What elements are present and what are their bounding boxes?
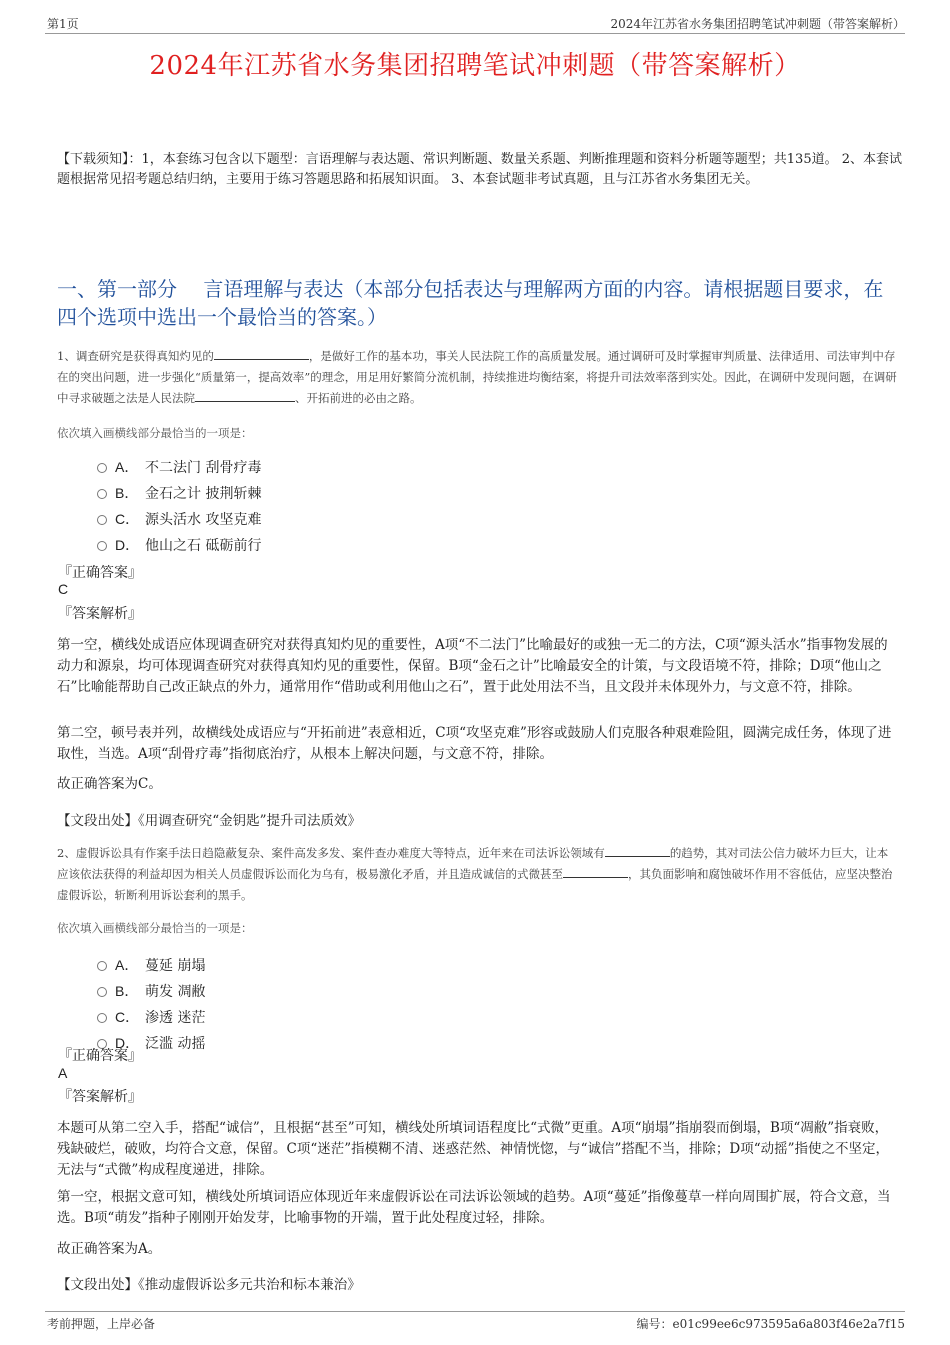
option-text: 他山之石 砥砺前行 <box>145 538 262 554</box>
blank-line <box>214 346 309 360</box>
page-number: 第1页 <box>47 17 79 31</box>
question-2-part3: ，其负面影响和腐蚀破坏作用不容低估，应坚决整治虚假诉讼，斩断利用诉讼套利的黑手。 <box>57 867 893 902</box>
question-2-part2: 的趋势，其对司法公信力破坏力巨大，让本应该依法获得的利益却因为相关人员虚假诉讼而化为乌有，极易激化矛盾，并且造成诚信的式微甚至 <box>57 846 889 881</box>
download-notice: 【下载须知】：1，本套练习包含以下题型：言语理解与表达题、常识判断题、数量关系题、判断推理题和资料分析题等题型；共135道。 2、本套试题根据常见招考题总结归纳，主要用于练习答题思路和拓展知识面。 3、本套试题非考试真题，且与江苏省水务集团无关。 <box>57 152 902 187</box>
question-1-part3: 、开拓前进的必由之路。 <box>295 391 422 405</box>
passage-source: 【文段出处】《用调查研究“金钥匙”提升司法质效》 <box>57 813 362 829</box>
option-text: 蔓延 崩塌 <box>145 958 206 974</box>
option-letter: B． <box>115 485 139 501</box>
option-letter: D． <box>115 537 140 553</box>
blank-line <box>563 864 628 878</box>
question-1-option-c[interactable] <box>97 509 261 529</box>
option-text: 萌发 凋敝 <box>145 984 206 1000</box>
radio-icon[interactable] <box>97 489 107 499</box>
option-letter: A． <box>115 459 139 475</box>
radio-icon[interactable] <box>97 1013 107 1023</box>
option-letter: B． <box>115 983 139 999</box>
question-1-option-b[interactable] <box>97 483 261 503</box>
question-2-part1: 2、虚假诉讼具有作案手法日趋隐蔽复杂、案件高发多发、案件查办难度大等特点，近年来在司法诉讼领域有 <box>57 846 605 860</box>
passage-source: 【文段出处】《推动虚假诉讼多元共治和标本兼治》 <box>57 1277 361 1293</box>
option-letter: C． <box>115 511 140 527</box>
option-letter: A． <box>115 957 139 973</box>
question-1-part2: ，是做好工作的基本功，事关人民法院工作的高质量发展。通过调研可及时掌握审判质量、法律适用、司法审判中存在的突出问题，进一步强化“质量第一，提高效率”的理念，用足用好繁简分流机制，持续推进均衡结案，将提升司法效率落到实处。因此，在调研中发现问题，在调研中寻求破题之法是人民法院 <box>57 349 897 405</box>
conclusion: 故正确答案为C。 <box>57 776 162 792</box>
answer-value: A <box>58 1065 68 1081</box>
question-1-option-a[interactable] <box>97 457 261 477</box>
option-text: 泛滥 动摇 <box>145 1036 206 1052</box>
question-2-option-b[interactable] <box>97 981 205 1001</box>
analysis-paragraph-1: 第一空，横线处成语应体现调查研究对获得真知灼见的重要性，A项“不二法门”比喻最好的或独一无二的方法，C项“源头活水”指事物发展的动力和源泉，均可体现调查研究对获得真知灼见的重要性，保留。B项“金石之计”比喻最安全的计策，与文段语境不符，排除；D项“他山之石”比喻能帮助自己改正缺点的外力，通常用作“借助或利用他山之石”，置于此处用法不当，且文段并未体现外力，与文意不符，排除。 <box>57 637 888 695</box>
blank-line <box>195 388 295 402</box>
option-text: 渗透 迷茫 <box>145 1010 206 1026</box>
section-heading: 一、第一部分 言语理解与表达（本部分包括表达与理解两方面的内容。请根据题目要求，在四个选项中选出一个最恰当的答案。） <box>57 277 884 329</box>
blank-line <box>605 843 670 857</box>
radio-icon[interactable] <box>97 515 107 525</box>
answer-label: 『正确答案』 <box>58 1048 142 1064</box>
document-code: 编号：e01c99ee6c973595a6a803f46e2a7f15 <box>636 1317 905 1331</box>
option-letter: C． <box>115 1009 140 1025</box>
question-1-text <box>57 346 898 409</box>
option-letter: D． <box>115 1035 140 1051</box>
question-1-option-d[interactable] <box>97 535 261 555</box>
option-text: 金石之计 披荆斩棘 <box>145 486 262 502</box>
answer-value: C <box>58 581 69 597</box>
header-doc-title: 2024年江苏省水务集团招聘笔试冲刺题（带答案解析） <box>610 17 905 31</box>
footer-divider <box>45 1311 905 1312</box>
radio-icon[interactable] <box>97 463 107 473</box>
question-2-hint: 依次填入画横线部分最恰当的一项是： <box>57 921 253 935</box>
header-divider <box>45 33 905 34</box>
answer-label: 『正确答案』 <box>58 565 142 581</box>
question-1-part1: 1、调查研究是获得真知灼见的 <box>57 349 214 363</box>
question-2-option-c[interactable] <box>97 1007 205 1027</box>
page-title: 2024年江苏省水务集团招聘笔试冲刺题（带答案解析） <box>149 51 801 81</box>
footer-slogan: 考前押题，上岸必备 <box>47 1317 156 1331</box>
question-1-hint: 依次填入画横线部分最恰当的一项是： <box>57 426 253 440</box>
question-2-option-a[interactable] <box>97 955 205 975</box>
question-2-text <box>57 843 898 906</box>
analysis-label: 『答案解析』 <box>58 1089 142 1105</box>
option-text: 源头活水 攻坚克难 <box>145 512 262 528</box>
analysis-label: 『答案解析』 <box>58 606 142 622</box>
radio-icon[interactable] <box>97 987 107 997</box>
analysis-paragraph-1: 本题可从第二空入手，搭配“诚信”，且根据“甚至”可知，横线处所填词语程度比“式微”更重。A项“崩塌”指崩裂而倒塌，B项“凋敝”指衰败，残缺破烂，破败，均符合文意，保留。C项“迷茫”指模糊不清、迷惑茫然、神情恍惚，与“诚信”搭配不当，排除；D项“动摇”指使之不坚定，无法与“式微”构成程度递进，排除。 <box>57 1120 890 1178</box>
radio-icon[interactable] <box>97 541 107 551</box>
analysis-paragraph-2: 第一空，根据文意可知，横线处所填词语应体现近年来虚假诉讼在司法诉讼领域的趋势。A项“蔓延”指像蔓草一样向周围扩展，符合文意，当选。B项“萌发”指种子刚刚开始发芽，比喻事物的开端，置于此处程度过轻，排除。 <box>57 1189 891 1226</box>
option-text: 不二法门 刮骨疗毒 <box>145 460 262 476</box>
conclusion: 故正确答案为A。 <box>57 1241 162 1257</box>
radio-icon[interactable] <box>97 961 107 971</box>
analysis-paragraph-2: 第二空，顿号表并列，故横线处成语应与“开拓前进”表意相近，C项“攻坚克难”形容或鼓励人们克服各种艰难险阻，圆满完成任务，体现了进取性，当选。A项“刮骨疗毒”指彻底治疗，从根本上解决问题，与文意不符，排除。 <box>57 725 892 762</box>
